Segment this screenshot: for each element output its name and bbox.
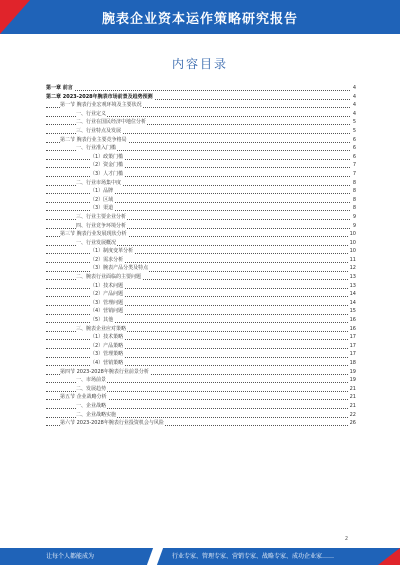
toc-entry-page: 19 <box>349 377 356 384</box>
footer-red-triangle <box>378 548 400 565</box>
toc-entry[interactable] <box>46 161 356 170</box>
page-footer <box>0 548 400 565</box>
toc-entry[interactable] <box>46 368 356 377</box>
toc-entry-page: 11 <box>349 256 356 263</box>
toc-entry[interactable] <box>46 264 356 273</box>
toc-entry-label: （1）技术问题 <box>90 282 124 289</box>
toc-entry-label: 第二节 腕表行业主要竞争格局 <box>60 136 127 143</box>
toc-entry-page: 4 <box>352 93 356 100</box>
toc-entry[interactable] <box>46 290 356 299</box>
toc-entry-page: 4 <box>352 110 356 117</box>
toc-entry-label: 第二章 2023-2028年腕表市场前景及趋势预测 <box>46 93 153 100</box>
toc-entry[interactable] <box>46 84 356 93</box>
toc-entry[interactable] <box>46 179 356 188</box>
toc-entry-page: 12 <box>349 265 356 272</box>
toc-entry-page: 17 <box>349 351 356 358</box>
toc-entry-page: 15 <box>349 308 356 315</box>
toc-entry-label: 三、腕表企业应对策略 <box>76 325 127 332</box>
toc-entry-page: 9 <box>352 222 356 229</box>
toc-entry-label: （3）管理策略 <box>90 351 124 358</box>
page-header <box>0 0 400 34</box>
toc-entry-page: 13 <box>349 274 356 281</box>
table-of-contents <box>46 84 356 428</box>
toc-entry-label: （1）技术策略 <box>90 334 124 341</box>
toc-entry-page: 4 <box>352 102 356 109</box>
toc-entry-label: 一、市场前景 <box>76 377 107 384</box>
toc-entry[interactable] <box>46 316 356 325</box>
toc-entry-page: 21 <box>349 402 356 409</box>
toc-entry[interactable] <box>46 402 356 411</box>
toc-title: 内容目录 <box>171 57 228 71</box>
toc-entry[interactable] <box>46 359 356 368</box>
toc-entry-label: （1）政策门槛 <box>90 153 124 160</box>
toc-entry-label: 二、行业在国民经济中地位分析 <box>76 119 147 126</box>
toc-entry-page: 10 <box>349 248 356 255</box>
toc-entry[interactable] <box>46 230 356 239</box>
toc-entry-label: 第四节 2023-2028年腕表行业前景分析 <box>60 368 149 375</box>
toc-entry[interactable] <box>46 118 356 127</box>
toc-entry[interactable] <box>46 170 356 179</box>
toc-entry[interactable] <box>46 204 356 213</box>
toc-entry-label: （4）营销问题 <box>90 308 124 315</box>
toc-entry-label: （3）管理问题 <box>90 299 124 306</box>
toc-entry-label: 四、行业竞争环境分析 <box>76 222 127 229</box>
toc-entry-label: 一、行业发展概况 <box>76 239 117 246</box>
toc-entry[interactable] <box>46 273 356 282</box>
toc-entry[interactable] <box>46 187 356 196</box>
toc-entry-page: 7 <box>352 162 356 169</box>
toc-entry-page: 14 <box>349 299 356 306</box>
toc-entry-label: 一、企业战略 <box>76 402 107 409</box>
toc-entry[interactable] <box>46 213 356 222</box>
toc-entry-page: 26 <box>349 420 356 427</box>
toc-entry-page: 17 <box>349 334 356 341</box>
toc-entry-page: 6 <box>352 153 356 160</box>
toc-entry-page: 8 <box>352 179 356 186</box>
toc-entry-label: 一、行业准入门槛 <box>76 145 117 152</box>
toc-entry-label: 二、发展趋势 <box>76 385 107 392</box>
toc-entry-page: 16 <box>349 325 356 332</box>
toc-entry[interactable] <box>46 333 356 342</box>
toc-entry-label: （2）区域 <box>90 196 114 203</box>
toc-entry-page: 7 <box>352 170 356 177</box>
toc-entry[interactable] <box>46 110 356 119</box>
toc-entry-page: 14 <box>349 291 356 298</box>
toc-entry-page: 10 <box>349 239 356 246</box>
toc-entry-page: 5 <box>352 119 356 126</box>
footer-slogan-right: 行业专家、管理专家、营销专家、战略专家、成功企业家…… <box>172 553 335 560</box>
toc-entry-label: 第一章 前言 <box>46 85 73 91</box>
toc-entry[interactable] <box>46 153 356 162</box>
toc-entry[interactable] <box>46 93 356 102</box>
toc-entry[interactable] <box>46 247 356 256</box>
report-title: 腕表企业资本运作策略研究报告 <box>101 12 298 27</box>
toc-entry[interactable] <box>46 136 356 145</box>
toc-entry[interactable] <box>46 299 356 308</box>
toc-entry[interactable] <box>46 385 356 394</box>
toc-entry[interactable] <box>46 411 356 420</box>
toc-entry[interactable] <box>46 325 356 334</box>
toc-entry[interactable] <box>46 144 356 153</box>
footer-slogan-left: 让每个人都能成为 <box>46 553 95 560</box>
toc-entry-page: 9 <box>352 213 356 220</box>
toc-entry-label: （2）产品策略 <box>90 342 124 349</box>
toc-leader-dots <box>46 90 350 91</box>
toc-entry-page: 17 <box>349 342 356 349</box>
toc-entry-label: （2）资金门槛 <box>90 162 124 169</box>
toc-entry-label: （3）腕表产品分类及特点 <box>90 265 149 272</box>
toc-entry-page: 10 <box>349 231 356 238</box>
toc-entry[interactable] <box>46 127 356 136</box>
toc-entry[interactable] <box>46 342 356 351</box>
toc-entry-label: （5）其他 <box>90 317 114 324</box>
toc-entry-page: 8 <box>352 205 356 212</box>
toc-entry-page: 13 <box>349 282 356 289</box>
page-number: 2 <box>344 536 348 542</box>
toc-entry-label: 三、行业主要企业分析 <box>76 213 127 220</box>
toc-entry[interactable] <box>46 282 356 291</box>
toc-entry-page: 5 <box>352 127 356 134</box>
toc-entry-label: 二、腕表行业面临的主要问题 <box>76 274 142 281</box>
toc-entry-page: 4 <box>352 85 356 91</box>
toc-entry[interactable] <box>46 239 356 248</box>
footer-divider <box>147 548 163 565</box>
toc-entry[interactable] <box>46 393 356 402</box>
toc-entry[interactable] <box>46 196 356 205</box>
toc-entry-label: 三、行业特点及发展 <box>76 127 122 134</box>
toc-entry[interactable] <box>46 101 356 110</box>
toc-entry-label: 第一节 腕表行业宏观环境及主要状况 <box>60 102 142 109</box>
toc-entry[interactable] <box>46 307 356 316</box>
toc-entry-page: 6 <box>352 145 356 152</box>
toc-entry-label: （3）人才门槛 <box>90 170 124 177</box>
toc-entry-page: 18 <box>349 360 356 366</box>
toc-entry-label: （3）渠道 <box>90 205 114 212</box>
toc-entry-label: 二、企业战略实施 <box>76 411 117 418</box>
toc-entry[interactable] <box>46 376 356 385</box>
toc-entry-label: （1）品牌 <box>90 188 114 195</box>
toc-entry-page: 21 <box>349 394 356 401</box>
toc-entry[interactable] <box>46 222 356 231</box>
toc-entry-label: 第六节 2023-2028年腕表行业投资机会与风险 <box>60 420 164 427</box>
toc-entry-label: （2）产品问题 <box>90 291 124 298</box>
toc-entry-label: 二、行业市场集中度 <box>76 179 122 186</box>
toc-entry-page: 8 <box>352 188 356 195</box>
toc-entry-label: （1）制度变革分析 <box>90 248 134 255</box>
toc-entry[interactable] <box>46 256 356 265</box>
toc-entry-page: 6 <box>352 136 356 143</box>
toc-entry-label: （4）营销策略 <box>90 360 124 366</box>
toc-entry-label: 一、行业定义 <box>76 110 107 117</box>
toc-entry[interactable] <box>46 419 356 428</box>
toc-entry-page: 16 <box>349 317 356 324</box>
toc-entry-page: 8 <box>352 196 356 203</box>
toc-entry[interactable] <box>46 350 356 359</box>
toc-entry-page: 19 <box>349 368 356 375</box>
toc-entry-page: 22 <box>349 411 356 418</box>
toc-entry-label: 第五节 企业战略分析 <box>60 394 107 401</box>
toc-entry-page: 21 <box>349 385 356 392</box>
toc-entry-label: 第三节 腕表行业发展现状分析 <box>60 231 127 238</box>
toc-entry-label: （2）需求分析 <box>90 256 124 263</box>
